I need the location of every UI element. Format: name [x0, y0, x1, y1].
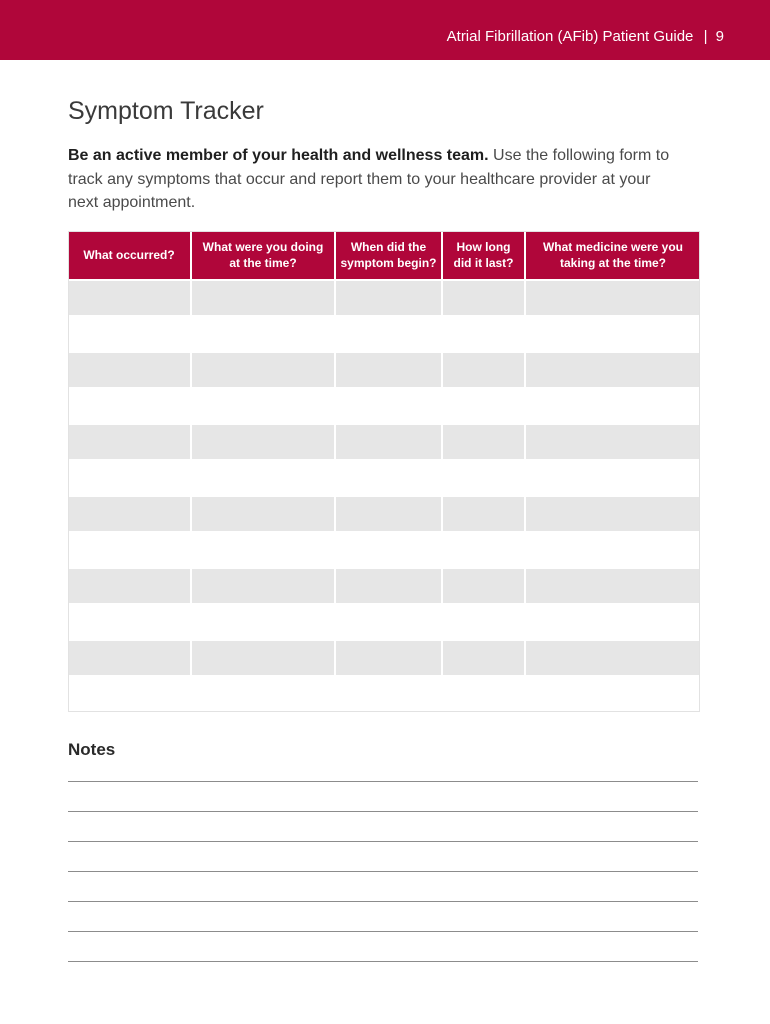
table-cell[interactable]: [192, 495, 336, 531]
table-cell[interactable]: [443, 315, 526, 351]
table-cell[interactable]: [192, 603, 336, 639]
table-cell[interactable]: [336, 495, 443, 531]
table-cell[interactable]: [68, 315, 192, 351]
table-cell[interactable]: [192, 639, 336, 675]
table-cell[interactable]: [68, 495, 192, 531]
table-cell[interactable]: [443, 387, 526, 423]
table-cell[interactable]: [68, 351, 192, 387]
header-separator: |: [703, 28, 708, 45]
table-cell[interactable]: [336, 387, 443, 423]
table-cell[interactable]: [192, 387, 336, 423]
table-body: [68, 279, 700, 711]
table-row: [68, 279, 700, 315]
table-cell[interactable]: [192, 351, 336, 387]
table-row: [68, 459, 700, 495]
notes-line[interactable]: [68, 901, 698, 902]
table-row: [68, 495, 700, 531]
table-cell[interactable]: [192, 675, 336, 711]
notes-title: Notes: [68, 740, 116, 759]
table-cell[interactable]: [336, 279, 443, 315]
table-cell[interactable]: [526, 315, 700, 351]
table-cell[interactable]: [68, 279, 192, 315]
table-cell[interactable]: [68, 423, 192, 459]
table-cell[interactable]: [192, 279, 336, 315]
table-cell[interactable]: [68, 531, 192, 567]
table-row: [68, 315, 700, 351]
table-cell[interactable]: [443, 495, 526, 531]
column-header-medicine: What medicine were you taking at the time?: [526, 231, 700, 279]
table-cell[interactable]: [336, 459, 443, 495]
table-cell[interactable]: [443, 639, 526, 675]
table-cell[interactable]: [526, 351, 700, 387]
table-cell[interactable]: [526, 495, 700, 531]
table-row: [68, 675, 700, 711]
table-cell[interactable]: [336, 423, 443, 459]
table-row: [68, 531, 700, 567]
table-cell[interactable]: [68, 675, 192, 711]
table-cell[interactable]: [192, 531, 336, 567]
table-cell[interactable]: [443, 423, 526, 459]
table-cell[interactable]: [68, 387, 192, 423]
table-cell[interactable]: [526, 423, 700, 459]
running-header: [447, 28, 724, 46]
table-cell[interactable]: [192, 423, 336, 459]
table-cell[interactable]: [68, 459, 192, 495]
table-cell[interactable]: [443, 567, 526, 603]
column-header-when-began: When did the symptom begin?: [336, 231, 443, 279]
intro-paragraph: [68, 144, 678, 215]
intro-body: Use the following form to track any symptoms that occur and report them to your healthcare provider at your next appointment.: [68, 147, 670, 211]
table-cell[interactable]: [336, 315, 443, 351]
notes-line[interactable]: [68, 931, 698, 932]
table-row: [68, 387, 700, 423]
notes-line[interactable]: [68, 811, 698, 812]
table-row: [68, 567, 700, 603]
table-row: [68, 603, 700, 639]
table-cell[interactable]: [526, 531, 700, 567]
notes-line[interactable]: [68, 841, 698, 842]
table-cell[interactable]: [192, 567, 336, 603]
table-cell[interactable]: [443, 603, 526, 639]
table-cell[interactable]: [443, 675, 526, 711]
table-cell[interactable]: [336, 531, 443, 567]
table-cell[interactable]: [336, 603, 443, 639]
header-band: [0, 0, 770, 60]
table-cell[interactable]: [526, 675, 700, 711]
table-row: [68, 639, 700, 675]
column-header-what-occurred: What occurred?: [68, 231, 192, 279]
table-cell[interactable]: [336, 675, 443, 711]
table-cell[interactable]: [526, 279, 700, 315]
notes-line[interactable]: [68, 781, 698, 782]
table-cell[interactable]: [192, 315, 336, 351]
table-cell[interactable]: [336, 351, 443, 387]
running-title: Atrial Fibrillation (AFib) Patient Guide: [446, 28, 694, 45]
page-title: Symptom Tracker: [68, 97, 264, 125]
intro-lead: Be an active member of your health and wellness team.: [68, 147, 489, 164]
table-cell[interactable]: [336, 567, 443, 603]
table-cell[interactable]: [526, 567, 700, 603]
symptom-tracker-table: [68, 231, 700, 711]
column-header-what-doing: What were you doing at the time?: [192, 231, 336, 279]
table-cell[interactable]: [443, 279, 526, 315]
table-cell[interactable]: [68, 567, 192, 603]
page-number: 9: [715, 28, 724, 45]
table-header-row: [68, 231, 700, 279]
column-header-how-long: How long did it last?: [443, 231, 526, 279]
table-cell[interactable]: [68, 603, 192, 639]
notes-line[interactable]: [68, 871, 698, 872]
table-cell[interactable]: [443, 531, 526, 567]
table-row: [68, 423, 700, 459]
table-cell[interactable]: [68, 639, 192, 675]
table-cell[interactable]: [443, 459, 526, 495]
table-cell[interactable]: [336, 639, 443, 675]
table-cell[interactable]: [526, 387, 700, 423]
table-row: [68, 351, 700, 387]
table-cell[interactable]: [443, 351, 526, 387]
notes-line[interactable]: [68, 961, 698, 962]
table-cell[interactable]: [192, 459, 336, 495]
table-cell[interactable]: [526, 603, 700, 639]
table-cell[interactable]: [526, 639, 700, 675]
table-cell[interactable]: [526, 459, 700, 495]
